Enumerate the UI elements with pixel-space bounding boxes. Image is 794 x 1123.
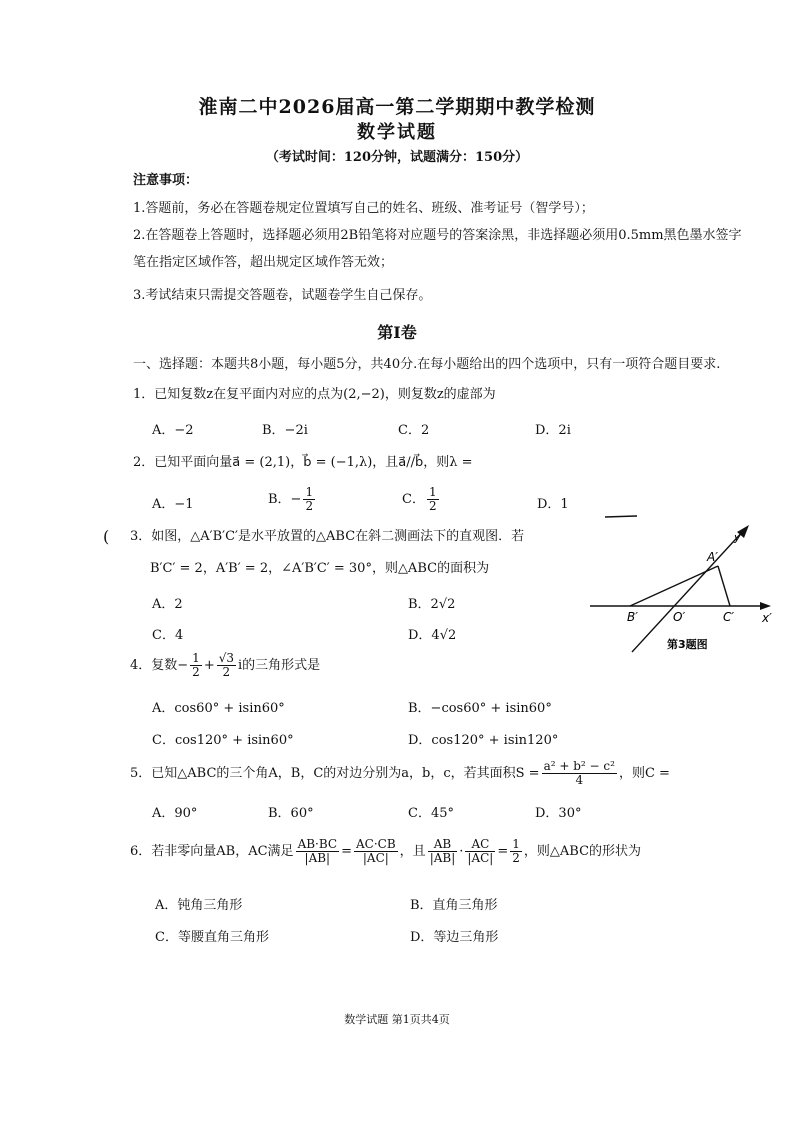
q2-option-a: A．−1 [152,497,194,512]
q4-prefix: 4．复数− [130,658,189,673]
q6-prefix: 6．若非零向量AB，AC满足 [130,844,294,859]
q3-option-b: B．2√2 [408,597,456,612]
q6-option-d: D．等边三角形 [410,930,499,945]
notice-item-1: 1.答题前，务必在答题卷规定位置填写自己的姓名、班级、准考证号（智学号）； [133,201,594,216]
q1-stem: 1．已知复数z在复平面内对应的点为(2,−2)，则复数z的虚部为 [133,387,496,402]
q6-option-a: A．钝角三角形 [155,898,243,913]
q6-eq-1: = [341,844,352,859]
q1-option-d: D．2i [535,423,571,438]
frac-den: 4 [575,773,584,787]
q4-plus: + [203,658,215,673]
notice-item-2: 2.在答题卷上答题时，选择题必须用2B铅笔将对应题号的答案涂黑，非选择题必须用0.5mm黑色墨水签字 [133,228,742,243]
frac-den: 2 [428,499,437,513]
margin-bracket: ( [103,527,110,546]
label-b: B′ [627,610,638,624]
frac-den: 2 [305,499,314,513]
frac-den: 2 [222,665,231,679]
frac-num: AC [465,838,495,852]
label-y: y′ [734,531,744,544]
q6-dot: · [459,844,464,859]
frac-num: a² + b² − c² [543,759,615,773]
frac-den: |AC| [467,851,494,865]
exam-info: （考试时间：120分钟，试题满分：150分） [265,150,529,165]
q5-option-b: B．60° [268,806,314,821]
frac-num: AB·BC [297,837,338,851]
q2-option-b-prefix: B．− [268,492,302,507]
label-c: C′ [723,610,735,624]
frac-num: √3 [218,651,234,665]
q2-option-c-prefix: C． [402,492,425,507]
q2-option-c-fraction [427,486,439,513]
q6-fraction-5 [510,838,522,865]
q6-fraction-2 [354,838,398,865]
q4-option-a: A．cos60° + isin60° [152,701,285,716]
frac-num: AC·CB [356,837,396,851]
frac-den: 2 [192,665,200,679]
q5-fraction [542,760,617,787]
segment-a-c [718,566,730,606]
frac-den: 2 [512,851,520,865]
q3-option-a: A．2 [152,597,183,612]
q6-mid: ，且 [399,844,426,859]
q6-suffix: ，则△ABC的形状为 [523,844,642,859]
subject-title: 数学试题 [357,122,437,143]
frac-num: 1 [428,485,437,499]
q4-suffix: i的三角形式是 [238,658,321,673]
q4-option-d: D．cos120° + isin120° [408,733,559,748]
x-axis-arrow-icon [760,602,771,610]
q3-option-d: D．4√2 [408,628,457,643]
page-footer: 数学试题 第1页共4页 [344,1013,450,1026]
figure-caption: 第3题图 [667,638,708,651]
q4-fraction-2 [217,652,236,679]
notice-item-3: 3.考试结束只需提交答题卷，试题卷学生自己保存。 [133,288,432,303]
q1-option-a: A．−2 [152,423,194,438]
frac-num: 1 [512,837,520,851]
q4-fraction-1 [190,652,202,679]
frac-num: 1 [305,485,314,499]
label-o: O′ [673,610,686,624]
q3-line-1: 3．如图，△A′B′C′是水平放置的△ABC在斜二测画法下的直观图．若 [130,529,525,544]
q3-option-c: C．4 [152,628,184,643]
label-x: x′ [762,611,772,625]
frac-num: AB [428,838,458,852]
stray-mark [605,516,637,517]
exam-title: 淮南二中2026届高一第二学期期中教学检测 [198,96,596,118]
q4-stem [130,652,320,679]
q1-option-c: C．2 [398,423,430,438]
q2-stem: 2．已知平面向量a⃗ = (2,1)，b⃗ = (−1,λ)，且a⃗//b⃗，则λ = [133,455,473,470]
q6-stem [130,838,641,865]
q6-fraction-3 [428,838,458,865]
frac-den: |AC| [362,851,389,865]
q2-option-d: D．1 [537,497,569,512]
q5-option-a: A．90° [152,806,198,821]
frac-den: |AB| [429,851,456,865]
notice-item-2-cont: 笔在指定区域作答，超出规定区域作答无效； [133,255,394,270]
q6-fraction-4 [465,838,495,865]
q3-line-2: B′C′ = 2，A′B′ = 2，∠A′B′C′ = 30°，则△ABC的面积为 [150,561,490,576]
q6-option-b: B．直角三角形 [410,898,498,913]
label-a: A′ [707,550,718,564]
q4-option-c: C．cos120° + isin60° [152,733,294,748]
section-heading: 一、选择题：本题共8小题，每小题5分，共40分.在每小题给出的四个选项中，只有一项符合题目要求. [133,357,721,372]
q3-figure [585,505,785,655]
q6-fraction-1 [296,838,340,865]
q2-option-b [268,486,317,513]
q5-option-d: D．30° [535,806,582,821]
q2-option-c [402,486,441,513]
q5-tail: ，则C = [618,766,670,781]
q5-text: 5．已知△ABC的三个角A，B，C的对边分别为a，b，c，若其面积S = [130,766,540,781]
q6-eq-2: = [497,844,509,859]
q6-option-c: C．等腰直角三角形 [155,930,269,945]
notice-heading: 注意事项： [133,173,199,188]
volume-heading: 第I卷 [377,323,417,342]
q4-option-b: B．−cos60° + isin60° [408,701,552,716]
frac-num: 1 [192,651,200,665]
y-axis [632,529,745,652]
q5-option-c: C．45° [408,806,454,821]
frac-den: |AB| [304,851,331,865]
q5-stem [130,760,670,787]
segment-b-a [630,566,718,606]
q2-option-b-fraction [303,486,315,513]
q1-option-b: B．−2i [262,423,308,438]
